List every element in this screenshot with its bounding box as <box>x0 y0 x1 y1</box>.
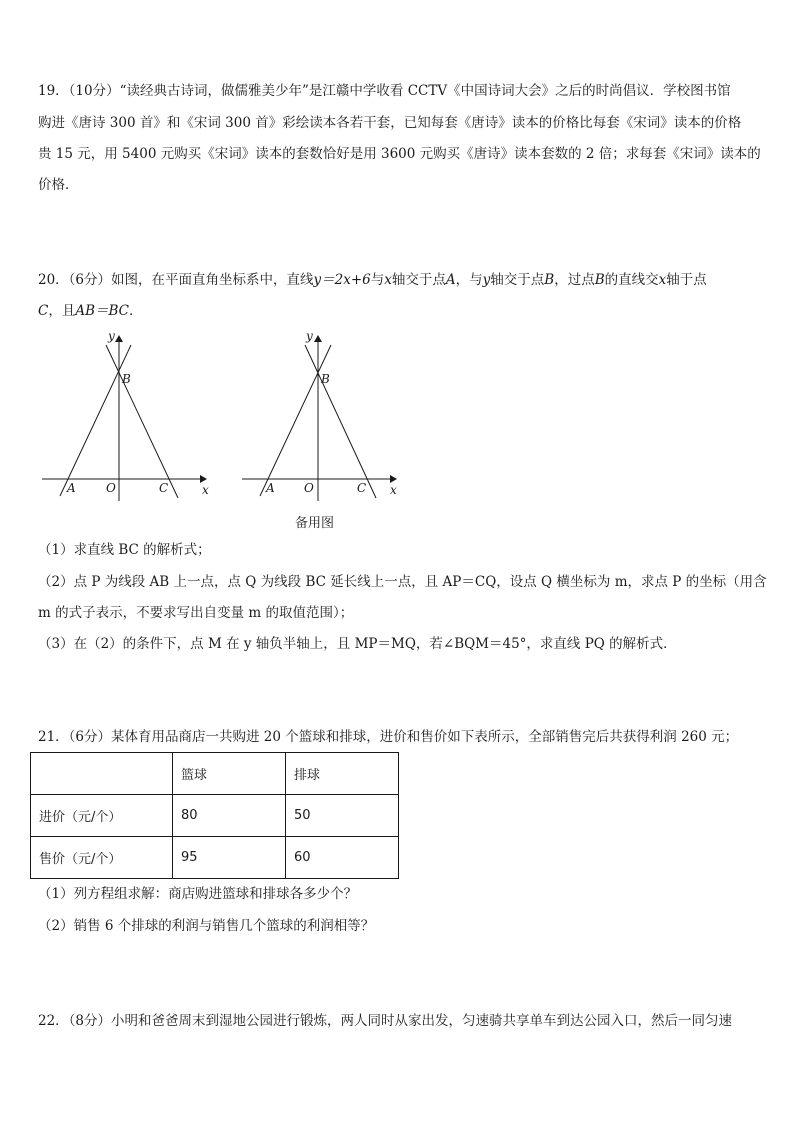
line-BC <box>106 345 178 498</box>
label-B: B <box>321 372 330 386</box>
q20-line-1: 20．（6分）如图，在平面直角坐标系中，直线y＝2x+6与x轴交于点A，与y轴交于点B，过点B的直线交x轴于点 <box>38 272 707 288</box>
table-row <box>31 795 399 837</box>
table-row <box>31 837 399 879</box>
coordinate-figure-spare <box>238 326 418 506</box>
table-cell: 80 <box>173 795 286 837</box>
q21-sub-1: （1）列方程组求解：商店购进篮球和排球各多少个？ <box>38 886 358 902</box>
q20-sub-2-line-2: m 的式子表示，不要求写出自变量 m 的取值范围）； <box>38 605 354 621</box>
q19-line-2: 购进《唐诗 300 首》和《宋词 300 首》彩绘读本各若干套，已知每套《唐诗》读本的价格比每套《宋词》读本的价格 <box>38 115 742 131</box>
label-O: O <box>304 481 314 495</box>
q20-sub-2-line-1: （2）点 P 为线段 AB 上一点，点 Q 为线段 BC 延长线上一点，且 AP＝CQ，设点 Q 横坐标为 m，求点 P 的坐标（用含 <box>38 574 767 590</box>
label-B: B <box>122 372 131 386</box>
label-y: y <box>108 329 115 343</box>
table-cell: 售价（元/个） <box>31 837 173 879</box>
q19-line-3: 贵 15 元，用 5400 元购买《宋词》读本的套数恰好是用 3600 元购买《唐诗》读本套数的 2 倍；求每套《宋词》读本的 <box>38 146 761 162</box>
table-cell: 95 <box>173 837 286 879</box>
q21-intro: 21．（6分）某体育用品商店一共购进 20 个篮球和排球，进价和售价如下表所示，全部销售完后共获得利润 260 元； <box>38 729 739 745</box>
label-O: O <box>106 481 116 495</box>
q21-sub-2: （2）销售 6 个排球的利润与销售几个篮球的利润相等？ <box>38 918 375 934</box>
label-C: C <box>159 481 169 495</box>
label-A: A <box>266 481 275 495</box>
label-A: A <box>67 481 76 495</box>
q20-sub-3: （3）在（2）的条件下，点 M 在 y 轴负半轴上，且 MP＝MQ，若∠BQM＝45°，求直线 PQ 的解析式． <box>38 636 677 652</box>
q20-line-2: C，且AB＝BC． <box>38 303 143 319</box>
table-cell: 进价（元/个） <box>31 795 173 837</box>
q22-line-1: 22．（8分）小明和爸爸周末到湿地公园进行锻炼，两人同时从家出发，匀速骑共享单车到达公园入口，然后一同匀速 <box>38 1013 733 1029</box>
line-AB <box>60 345 131 496</box>
line-AB <box>260 345 331 496</box>
label-x: x <box>390 483 397 497</box>
table-cell: 60 <box>286 837 399 879</box>
table-header-volleyball: 排球 <box>286 753 399 795</box>
price-table <box>30 752 399 879</box>
label-y: y <box>306 329 313 343</box>
line-BC <box>305 345 376 498</box>
table-header-basketball: 篮球 <box>173 753 286 795</box>
coordinate-figure-main <box>38 326 218 506</box>
q19-line-1: 19．（10分）“读经典古诗词，做儒雅美少年”是江赣中学收看 CCTV《中国诗词大会》之后的时尚倡议．学校图书馆 <box>38 83 731 99</box>
q20-sub-1: （1）求直线 BC 的解析式； <box>38 542 211 558</box>
q19-line-4: 价格． <box>38 177 79 193</box>
figure-caption: 备用图 <box>295 516 335 531</box>
table-cell: 50 <box>286 795 399 837</box>
label-C: C <box>357 481 367 495</box>
table-cell <box>31 753 173 795</box>
label-x: x <box>202 483 209 497</box>
table-header-row <box>31 753 399 795</box>
